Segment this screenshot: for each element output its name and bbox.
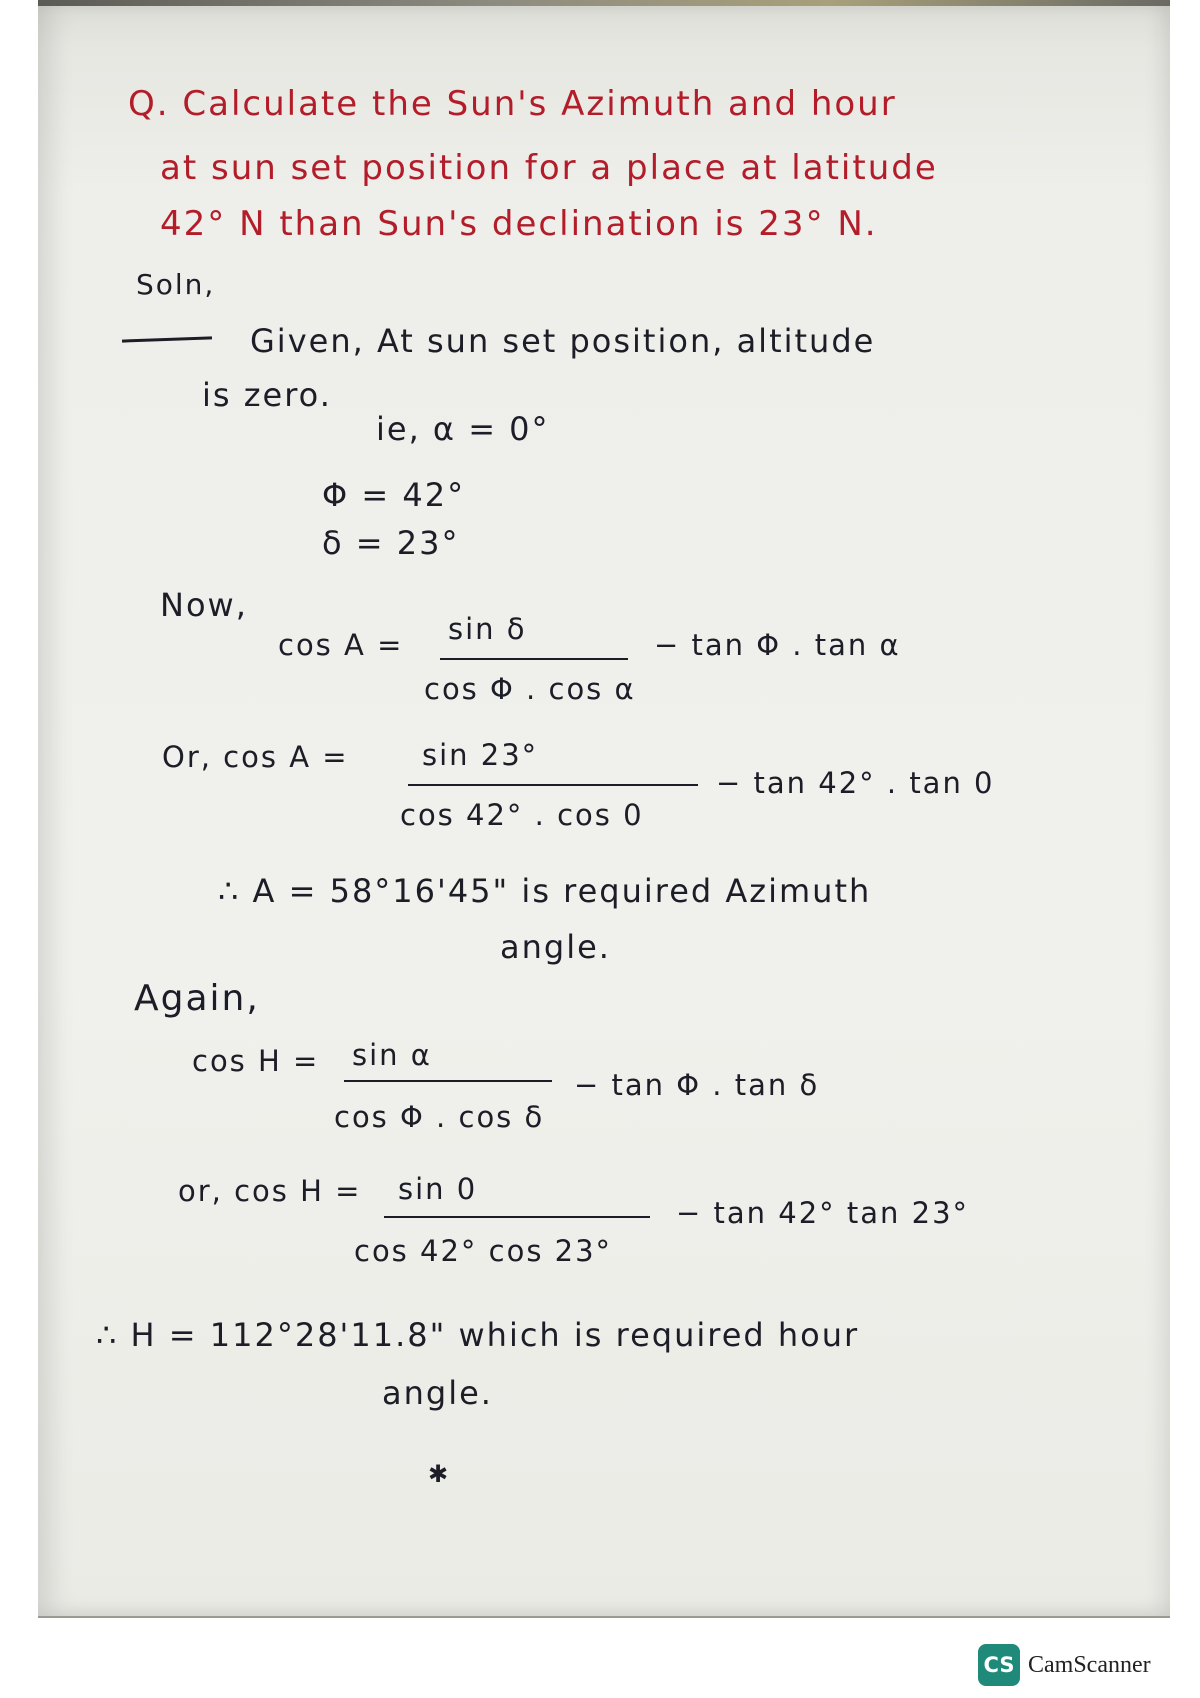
camscanner-logo: CS xyxy=(978,1644,1020,1686)
hour-numerator: sin α xyxy=(352,1038,432,1072)
azimuth-sub-numerator: sin 23° xyxy=(422,738,539,772)
page-edge-shadow xyxy=(38,0,1170,6)
hour-result: ∴ H = 112°28'11.8" which is required hour xyxy=(96,1316,860,1354)
delta-value: δ = 23° xyxy=(322,524,460,562)
given-line-1: Given, At sun set position, altitude xyxy=(250,322,876,360)
azimuth-sub-fraction-bar xyxy=(408,784,698,786)
hour-fraction-bar xyxy=(344,1080,552,1082)
hour-result-angle: angle. xyxy=(382,1374,493,1412)
azimuth-result: ∴ A = 58°16'45" is required Azimuth xyxy=(218,872,872,910)
question-line-2: at sun set position for a place at latitude xyxy=(160,148,938,188)
hour-denominator: cos Φ . cos δ xyxy=(334,1100,545,1134)
azimuth-numerator: sin δ xyxy=(448,612,527,646)
hour-tail: − tan Φ . tan δ xyxy=(574,1068,820,1102)
hour-sub-lhs: or, cos H = xyxy=(178,1174,362,1208)
phi-value: Φ = 42° xyxy=(322,476,466,514)
azimuth-result-angle: angle. xyxy=(500,928,611,966)
azimuth-denominator: cos Φ . cos α xyxy=(424,672,636,706)
azimuth-sub-lhs: Or, cos A = xyxy=(162,740,349,774)
question-text-1: Calculate the Sun's Azimuth and hour xyxy=(182,84,897,124)
hour-sub-denominator: cos 42° cos 23° xyxy=(354,1234,613,1268)
alpha-value: ie, α = 0° xyxy=(376,410,550,448)
question-line-1 xyxy=(128,84,897,124)
azimuth-sub-tail: − tan 42° . tan 0 xyxy=(716,766,995,800)
question-line-3: 42° N than Sun's declination is 23° N. xyxy=(160,204,878,244)
camscanner-name: CamScanner xyxy=(1028,1652,1151,1678)
hour-lhs: cos H = xyxy=(192,1044,320,1078)
solution-label: Soln, xyxy=(136,268,216,301)
azimuth-lhs: cos A = xyxy=(278,628,404,662)
again-label: Again, xyxy=(134,978,260,1019)
hour-sub-fraction-bar xyxy=(384,1216,650,1218)
azimuth-sub-denominator: cos 42° . cos 0 xyxy=(400,798,644,832)
azimuth-fraction-bar xyxy=(440,658,628,660)
question-marker: Q. xyxy=(128,84,170,124)
now-label: Now, xyxy=(160,586,248,624)
given-line-2: is zero. xyxy=(202,376,332,414)
hour-sub-tail: − tan 42° tan 23° xyxy=(676,1196,970,1230)
azimuth-tail: − tan Φ . tan α xyxy=(654,628,901,662)
end-mark: ✱ xyxy=(428,1460,449,1488)
hour-sub-numerator: sin 0 xyxy=(398,1172,478,1206)
